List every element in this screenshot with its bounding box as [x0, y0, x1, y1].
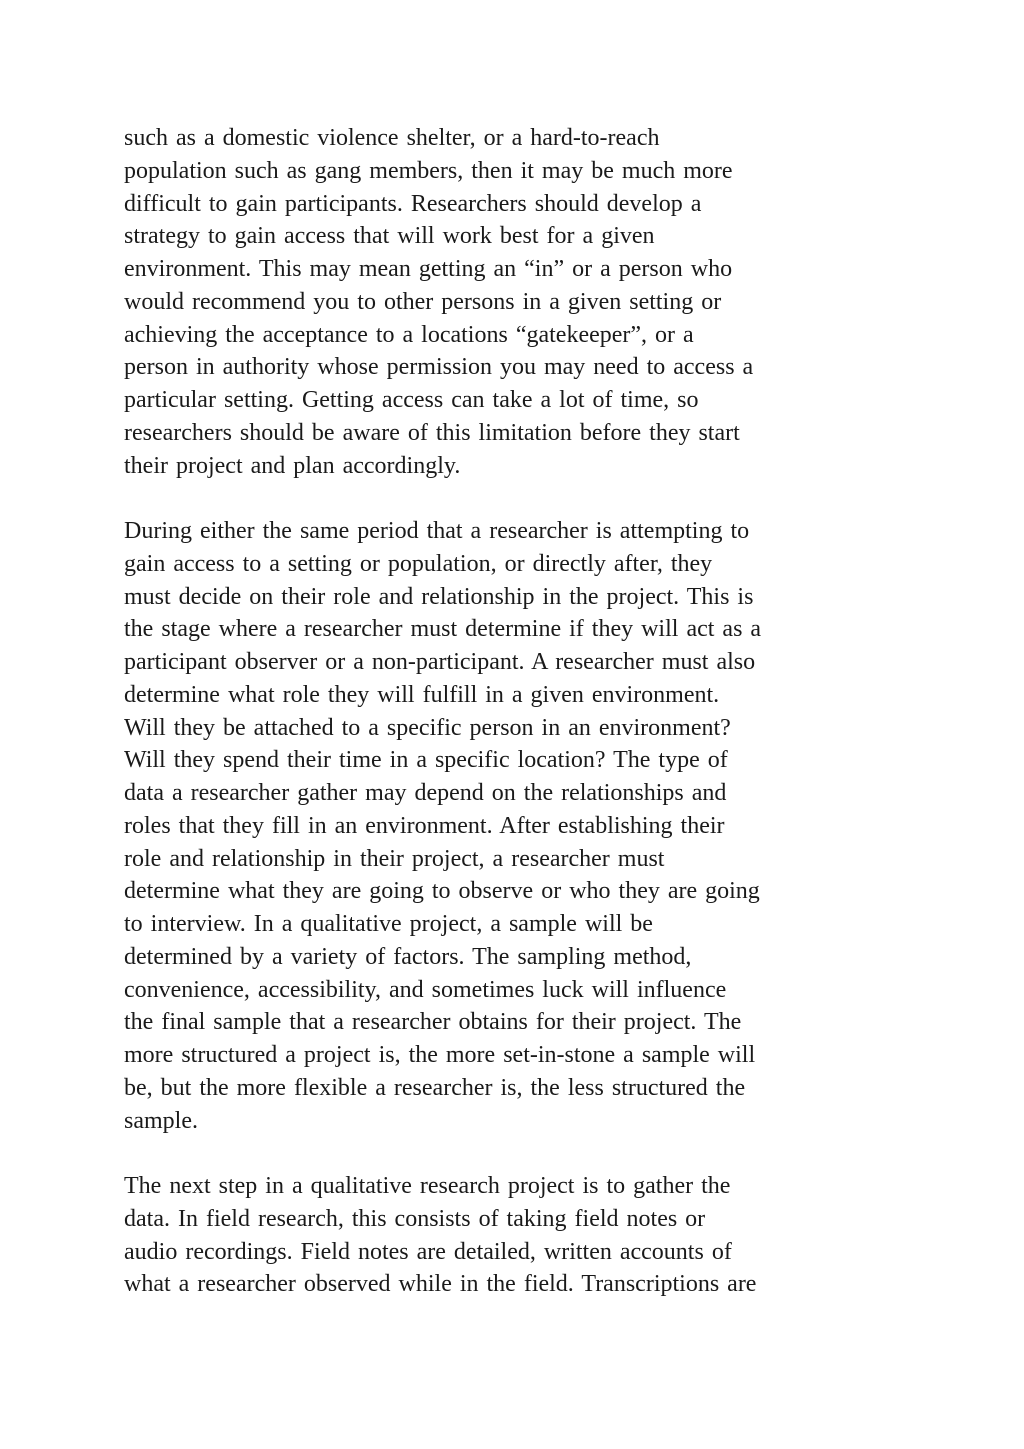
text-line: gain access to a setting or population, or directly after, they: [124, 550, 713, 577]
paragraph-gaining-access: [124, 122, 914, 482]
text-line: population such as gang members, then it may be much more: [124, 157, 733, 184]
text-line: Will they spend their time in a specific location? The type of: [124, 747, 728, 774]
text-line: the final sample that a researcher obtains for their project. The: [124, 1009, 742, 1036]
text-line: to interview. In a qualitative project, a sample will be: [124, 911, 653, 937]
text-line: difficult to gain participants. Researchers should develop a: [124, 190, 702, 217]
text-line: must decide on their role and relationship in the project. This is: [124, 583, 754, 610]
text-line: their project and plan accordingly.: [124, 452, 461, 479]
text-line: strategy to gain access that will work best for a given: [124, 223, 655, 250]
text-line: audio recordings. Field notes are detailed, written accounts of: [124, 1238, 732, 1265]
text-line: determine what role they will fulfill in a given environment.: [124, 681, 720, 708]
text-line: what a researcher observed while in the field. Transcriptions are: [124, 1271, 757, 1298]
text-line: be, but the more flexible a researcher is, the less structured the: [124, 1074, 746, 1101]
text-line: environment. This may mean getting an “in” or a person who: [124, 256, 733, 282]
text-line: data. In field research, this consists of taking field notes or: [124, 1205, 706, 1232]
text-line: role and relationship in their project, a researcher must: [124, 845, 665, 872]
text-line: the stage where a researcher must determine if they will act as a: [124, 616, 762, 643]
text-line: During either the same period that a researcher is attempting to: [124, 518, 750, 544]
text-line: achieving the acceptance to a locations “gatekeeper”, or a: [124, 321, 694, 348]
text-line: person in authority whose permission you may need to access a: [124, 354, 754, 381]
text-line: data a researcher gather may depend on the relationships and: [124, 780, 727, 806]
text-line: Will they be attached to a specific person in an environment?: [124, 714, 731, 741]
text-line: roles that they fill in an environment. After establishing their: [124, 812, 725, 839]
text-line: determine what they are going to observe or who they are going: [124, 878, 760, 905]
text-line: would recommend you to other persons in a given setting or: [124, 288, 722, 315]
paragraph-data-gathering: [124, 1170, 914, 1301]
paragraph-role-and-sampling: [124, 515, 914, 1137]
text-line: convenience, accessibility, and sometimes luck will influence: [124, 976, 727, 1003]
text-line: more structured a project is, the more set-in-stone a sample will: [124, 1042, 756, 1068]
text-line: such as a domestic violence shelter, or a hard-to-reach: [124, 125, 660, 151]
text-line: particular setting. Getting access can take a lot of time, so: [124, 387, 699, 413]
document-body: [124, 122, 914, 1301]
text-line: researchers should be aware of this limitation before they start: [124, 419, 740, 446]
text-line: The next step in a qualitative research project is to gather the: [124, 1173, 731, 1199]
text-line: determined by a variety of factors. The sampling method,: [124, 943, 692, 970]
text-line: participant observer or a non-participant. A researcher must also: [124, 649, 756, 675]
text-line: sample.: [124, 1107, 198, 1134]
